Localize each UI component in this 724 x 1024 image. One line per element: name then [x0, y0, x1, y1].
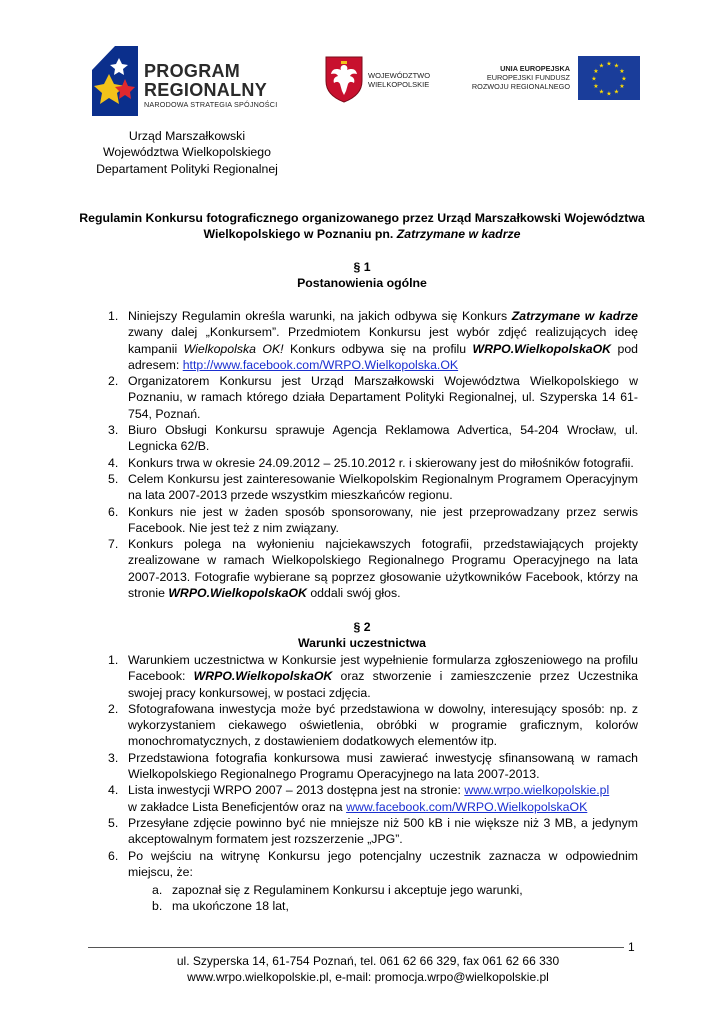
title-line1: Regulamin Konkursu fotograficznego organizowanego przez Urząd Marszałkowski Województwa [79, 211, 645, 225]
header-logos [0, 0, 724, 125]
eagle-shield-icon [324, 55, 364, 103]
section2-header [70, 619, 654, 652]
section1-number: § 1 [353, 260, 371, 274]
section2-list [108, 652, 638, 880]
eu-logo-text [472, 64, 570, 92]
list-item-text: Przedstawiona fotografia konkursowa musi zawierać inwestycję sfinansowaną w ramach Wielkopolskiego Regionalnego Programu Operacyjnego na lata 2007-2013. [128, 750, 638, 782]
eu-logo-line1: UNIA EUROPEJSKA [500, 64, 570, 73]
list-item-text: Przesyłane zdjęcie powinno być nie mniejsze niż 500 kB i nie większe niż 3 MB, a jedynym akceptowalnym formatem jest rozszerzenie „JPG”. [128, 815, 638, 847]
program-logo-line2: REGIONALNY [144, 80, 268, 100]
list-item-number: 5. [108, 471, 119, 486]
svg-text:★: ★ [619, 68, 625, 75]
department-line2: Województwa Wielkopolskiego [103, 145, 271, 160]
svg-text:★: ★ [593, 83, 599, 90]
list-item [108, 422, 638, 455]
eu-logo-line2: EUROPEJSKI FUNDUSZ [486, 73, 570, 83]
list-item-text: zwany dalej „Konkursem”. Przedmiotem Konkursu jest wybór zdjęć realizujących ideę kampanii [128, 325, 638, 356]
competition-name: Zatrzymane w kadrze [511, 309, 638, 323]
list-item [108, 308, 638, 373]
list-item-text: w zakładce Lista Beneficjentów oraz na [128, 799, 347, 814]
list-item-text: Lista inwestycji WRPO 2007 – 2013 dostępna jest na stronie: [128, 783, 465, 798]
list-item-number: 7. [108, 537, 119, 552]
facebook-profile-link[interactable]: www.facebook.com/WRPO.WielkopolskaOK [346, 799, 588, 814]
wielkopolskie-logo [320, 55, 450, 105]
wrpo-website-link[interactable]: www.wrpo.wielkopolskie.pl [464, 783, 610, 798]
department-line1: Urząd Marszałkowski [128, 129, 246, 143]
list-item-number: 3. [108, 750, 119, 765]
section1-list [108, 308, 638, 601]
list-item-text: Konkurs odbywa się na profilu [283, 341, 473, 356]
list-item-text: pod adresem: [128, 341, 638, 372]
list-item-text: Organizatorem Konkursu jest Urząd Marszałkowski Województwa Wielkopolskiego w Poznaniu, w ramach którego działa Departament Polityki Regionalnej, ul. Szyperska 14 61-754, Poznań. [128, 374, 638, 421]
profile-name: WRPO.WielkopolskaOK [472, 341, 612, 356]
list-item [108, 815, 638, 848]
document-title [70, 210, 654, 243]
list-item-number: 1. [108, 653, 119, 667]
wielkopolskie-logo-line1: WOJEWÓDZTWO [368, 71, 431, 80]
sublist-item-letter: b. [152, 899, 163, 914]
svg-text:★: ★ [619, 83, 625, 90]
facebook-link[interactable]: http://www.facebook.com/WRPO.Wielkopolska.OK [182, 357, 459, 372]
list-item-number: 6. [108, 848, 119, 863]
list-item-number: 4. [108, 783, 119, 798]
svg-text:★: ★ [613, 88, 620, 96]
list-item-number: 6. [108, 504, 119, 519]
list-item [108, 471, 638, 504]
section2-heading: Warunki uczestnictwa [297, 636, 426, 651]
list-item-text: oraz stworzenie i zamieszczenie przez Uczestnika swojej pracy konkursowej, w postaci zdjęcia. [128, 669, 638, 700]
title-competition-name: Zatrzymane w kadrze [396, 227, 521, 242]
footer-address: ul. Szyperska 14, 61-754 Poznań, tel. 061 62 66 329, fax 061 62 66 330 [176, 954, 560, 968]
profile-name: WRPO.WielkopolskaOK [193, 669, 333, 684]
program-logo-line1: PROGRAM [144, 61, 241, 81]
section2-number: § 2 [353, 620, 371, 634]
list-item-text: Konkurs trwa w okresie 24.09.2012 – 25.10.2012 r. i skierowany jest do miłośników fotografii. [128, 455, 634, 470]
sublist-item [152, 882, 632, 898]
department-line3: Departament Polityki Regionalnej [96, 161, 278, 176]
wielkopolskie-logo-text [368, 71, 430, 89]
svg-text:★: ★ [598, 62, 605, 70]
list-item-number: 2. [108, 701, 119, 716]
campaign-name: Wielkopolska OK! [183, 341, 284, 356]
list-item [108, 848, 638, 881]
list-item-text: Sfotografowana inwestycja może być przedstawiona w dowolny, interesujący sposób: np. z wykorzystaniem ciekawego oświetlenia, obróbki w programie graficznym, kolorów monochromatycznych, z dostawieniem dodatkowych elementów itp. [128, 701, 638, 749]
footer-divider [88, 947, 624, 948]
section2-sublist [152, 882, 632, 915]
profile-name: WRPO.WielkopolskaOK [168, 586, 307, 601]
list-item [108, 782, 638, 815]
program-logo-line3: NARODOWA STRATEGIA SPÓJNOŚCI [144, 100, 278, 109]
wielkopolskie-logo-line2: WIELKOPOLSKIE [368, 80, 430, 89]
list-item-number: 3. [108, 423, 119, 438]
sublist-item [152, 898, 632, 914]
eu-logo-line3: ROZWOJU REGIONALNEGO [471, 82, 570, 92]
list-item [108, 652, 638, 701]
section1-heading: Postanowienia ogólne [297, 276, 427, 291]
section1-header [70, 259, 654, 292]
list-item-number: 4. [108, 455, 119, 470]
svg-text:★: ★ [598, 88, 605, 96]
svg-text:★: ★ [621, 75, 627, 83]
list-item-number: 2. [108, 374, 119, 389]
sublist-item-text: zapoznał się z Regulaminem Konkursu i akceptuje jego warunki, [172, 883, 523, 897]
list-item [108, 373, 638, 422]
svg-text:★: ★ [606, 60, 612, 68]
list-item-text: Celem Konkursu jest zainteresowanie Wielkopolskim Regionalnym Programem Operacyjnym na lata 2007-2013 przede wszystkim mieszkańców regionu. [128, 471, 638, 503]
list-item-text: Konkurs polega na wyłonieniu najciekawszych fotografii, przedstawiających projekty zrealizowane w ramach Wielkopolskiego Regionalnego Programu Operacyjnego na lata 2007-2013. Fotografie wybierane są poprzez głosowanie użytkowników Facebook, którzy na stronie [128, 537, 638, 601]
program-regionalny-logo [92, 44, 292, 116]
svg-text:★: ★ [606, 90, 612, 98]
list-item [108, 504, 638, 537]
eu-logo [462, 56, 640, 102]
list-item-text: Warunkiem uczestnictwa w Konkursie jest wypełnienie formularza zgłoszeniowego na profilu Facebook: [128, 653, 638, 684]
list-item [108, 536, 638, 601]
list-item [108, 701, 638, 750]
program-star-icon [92, 46, 138, 116]
footer-contact: www.wrpo.wielkopolskie.pl, e-mail: promocja.wrpo@wielkopolskie.pl [187, 970, 549, 984]
list-item-number: 1. [108, 309, 119, 323]
page-number: 1 [628, 940, 635, 954]
svg-text:★: ★ [613, 62, 620, 70]
title-line2-text: Wielkopolskiego w Poznaniu pn. [203, 227, 397, 242]
list-item-number: 5. [108, 815, 119, 830]
list-item-text: oddali swój głos. [306, 586, 401, 601]
list-item-text: Po wejściu na witrynę Konkursu jego potencjalny uczestnik zaznacza w odpowiednim miejscu, że: [128, 848, 638, 879]
svg-text:★: ★ [593, 68, 599, 75]
svg-text:★: ★ [591, 75, 597, 83]
list-item-text: Biuro Obsługi Konkursu sprawuje Agencja Reklamowa Advertica, 54-204 Wrocław, ul. Legnicka 62/B. [128, 423, 638, 454]
department-block [92, 128, 282, 177]
sublist-item-text: ma ukończone 18 lat, [172, 899, 289, 914]
footer [88, 953, 648, 985]
title-line2 [70, 226, 654, 242]
list-item [108, 750, 638, 783]
list-item [108, 455, 638, 471]
list-item-text: Konkurs nie jest w żaden sposób sponsorowany, nie jest przeprowadzany przez serwis Facebook. Nie jest też z nim związany. [128, 504, 638, 535]
list-item-text: Niniejszy Regulamin określa warunki, na jakich odbywa się Konkurs [128, 309, 512, 323]
sublist-item-letter: a. [152, 883, 163, 897]
eu-flag-icon [578, 56, 640, 100]
